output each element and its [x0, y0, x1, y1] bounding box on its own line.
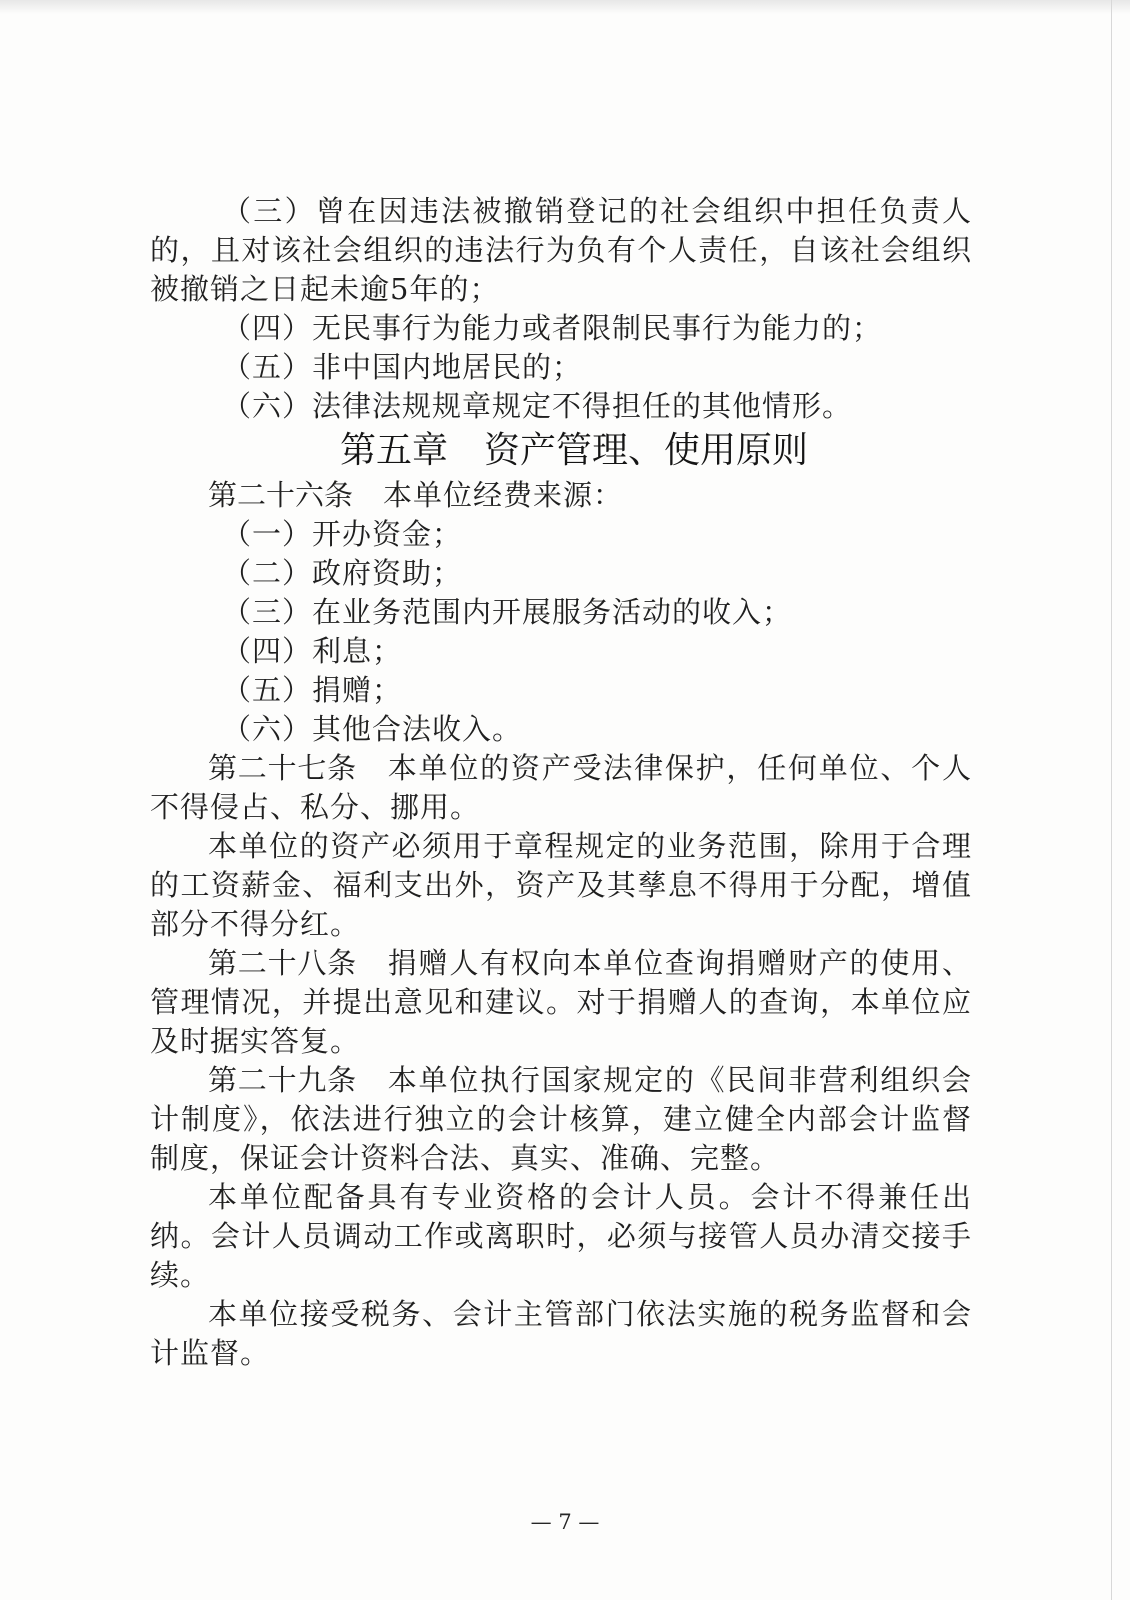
- article-spacer: [353, 478, 383, 512]
- list-item: （四）利息；: [222, 634, 403, 668]
- article-spacer: [357, 946, 388, 980]
- paragraph: 本单位的资产必须用于章程规定的业务范围，除用于合理的工资薪金、福利支出外，资产及其孳息不得用于分配，增值部分不得分红。: [150, 829, 972, 941]
- list-item: （六）其他合法收入。: [222, 712, 523, 746]
- article-text: 本单位执行国家规定的《民间非营利组织会计制度》，依法进行独立的会计核算，建立健全内部会计监督制度，保证会计资料合法、真实、准确、完整。: [150, 1063, 972, 1175]
- article-title: 第二十九条: [208, 1063, 357, 1097]
- article-27: [150, 749, 972, 827]
- article-spacer: [357, 751, 388, 785]
- article-title: 第二十六条: [208, 478, 354, 512]
- document-body: [150, 192, 972, 1373]
- article-text: 捐赠人有权向本单位查询捐赠财产的使用、管理情况，并提出意见和建议。对于捐赠人的查询，本单位应及时据实答复。: [150, 946, 972, 1058]
- article-text: 本单位经费来源：: [383, 478, 624, 512]
- article-spacer: [357, 1063, 388, 1097]
- list-item: （一）开办资金；: [222, 517, 463, 551]
- article-29: [150, 1061, 972, 1178]
- chapter-heading: 第五章 资产管理、使用原则: [340, 430, 809, 471]
- paragraph: 本单位接受税务、会计主管部门依法实施的税务监督和会计监督。: [150, 1297, 972, 1370]
- list-item: （三）曾在因违法被撤销登记的社会组织中担任负责人的，且对该社会组织的违法行为负有个人责任，自该社会组织被撤销之日起未逾5年的；: [150, 194, 972, 306]
- article-28: [150, 944, 972, 1061]
- list-item: （五）捐赠；: [222, 673, 403, 707]
- list-item: （四）无民事行为能力或者限制民事行为能力的；: [222, 311, 883, 345]
- list-item: （三）在业务范围内开展服务活动的收入；: [222, 595, 793, 629]
- list-item: （六）法律法规规章规定不得担任的其他情形。: [222, 389, 853, 423]
- list-item: （五）非中国内地居民的；: [222, 350, 583, 384]
- paragraph: 本单位配备具有专业资格的会计人员。会计不得兼任出纳。会计人员调动工作或离职时，必须与接管人员办清交接手续。: [150, 1180, 972, 1292]
- article-26: [150, 476, 972, 515]
- article-title: 第二十七条: [208, 751, 357, 785]
- page-number: — 7 —: [530, 1510, 600, 1534]
- list-item: （二）政府资助；: [222, 556, 463, 590]
- article-text: 本单位的资产受法律保护，任何单位、个人不得侵占、私分、挪用。: [150, 751, 972, 824]
- scan-right-edge: [1111, 0, 1112, 1600]
- article-title: 第二十八条: [208, 946, 357, 980]
- scan-top-shadow: [0, 0, 1130, 14]
